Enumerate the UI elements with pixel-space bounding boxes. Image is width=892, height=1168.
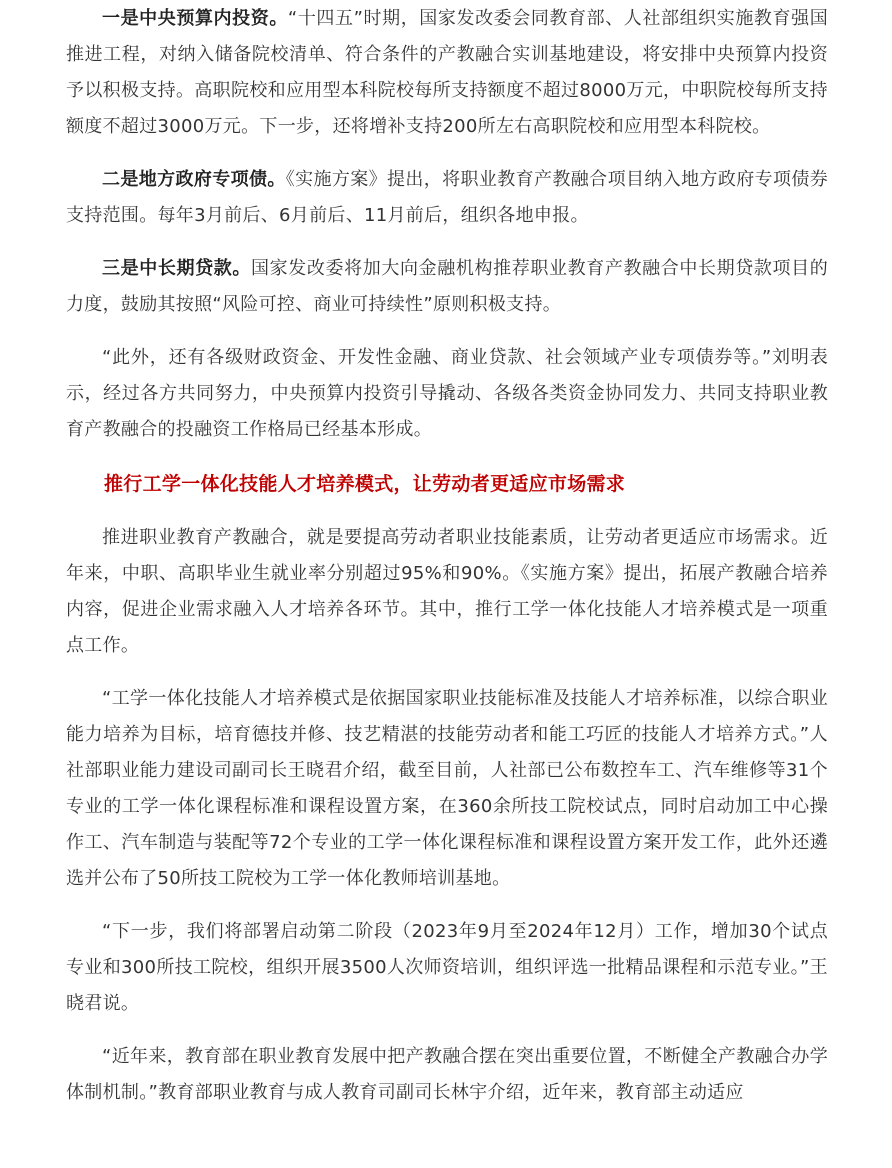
- paragraph-central-budget: [66, 1, 828, 145]
- article-body: [66, 1, 828, 1128]
- paragraph-other-funding: [66, 340, 828, 448]
- paragraph-text: “此外，还有各级财政资金、开发性金融、商业贷款、社会领域产业专项债券等。”刘明表示，经过各方共同努力，中央预算内投资引导撬动、各级各类资金协同发力、共同支持职业教育产教融合的投融资工作格局已经基本形成。: [66, 347, 828, 440]
- paragraph-text: 国家发改委将加大向金融机构推荐职业教育产教融合中长期贷款项目的力度，鼓励其按照“风险可控、商业可持续性”原则积极支持。: [66, 258, 829, 315]
- paragraph-text: “工学一体化技能人才培养模式是依据国家职业技能标准及技能人才培养标准，以综合职业能力培养为目标，培育德技并修、技艺精湛的技能劳动者和能工巧匠的技能人才培养方式。”人社部职业能力建设司副司长王晓君介绍，截至目前，人社部已公布数控车工、汽车维修等31个专业的工学一体化课程标准和课程设置方案，在360余所技工院校试点，同时启动加工中心操作工、汽车制造与装配等72个专业的工学一体化课程标准和课程设置方案开发工作，此外还遴选并公布了50所技工院校为工学一体化教师培训基地。: [66, 688, 828, 889]
- paragraph-local-bonds: [66, 162, 828, 234]
- paragraph-text: “十四五”时期，国家发改委会同教育部、人社部组织实施教育强国推进工程，对纳入储备院校清单、符合条件的产教融合实训基地建设，将安排中央预算内投资予以积极支持。高职院校和应用型本科院校每所支持额度不超过8000万元，中职院校每所支持额度不超过3000万元。下一步，还将增补支持200所左右高职院校和应用型本科院校。: [66, 8, 829, 137]
- paragraph-industry-education: [66, 520, 828, 664]
- paragraph-lead: 三是中长期贷款。: [102, 258, 251, 279]
- paragraph-long-term-loans: [66, 251, 828, 323]
- paragraph-text: 《实施方案》提出，将职业教育产教融合项目纳入地方政府专项债券支持范围。每年3月前后、6月前后、11月前后，组织各地申报。: [66, 169, 829, 226]
- paragraph-text: 推进职业教育产教融合，就是要提高劳动者职业技能素质，让劳动者更适应市场需求。近年来，中职、高职毕业生就业率分别超过95%和90%。《实施方案》提出，拓展产教融合培养内容，促进企业需求融入人才培养各环节。其中，推行工学一体化技能人才培养模式是一项重点工作。: [66, 527, 828, 656]
- paragraph-text: “近年来，教育部在职业教育发展中把产教融合摆在突出重要位置，不断健全产教融合办学体制机制。”教育部职业教育与成人教育司副司长林宇介绍，近年来，教育部主动适应: [66, 1046, 828, 1103]
- paragraph-lead: 二是地方政府专项债。: [102, 169, 286, 190]
- paragraph-next-steps: [66, 914, 828, 1022]
- paragraph-ministry-of-education: [66, 1039, 828, 1111]
- paragraph-lead: 一是中央预算内投资。: [102, 8, 288, 29]
- paragraph-training-model: [66, 681, 828, 897]
- section-heading: 推行工学一体化技能人才培养模式，让劳动者更适应市场需求: [104, 473, 626, 495]
- paragraph-text: “下一步，我们将部署启动第二阶段（2023年9月至2024年12月）工作，增加30个试点专业和300所技工院校，组织开展3500人次师资培训，组织评选一批精品课程和示范专业。”王晓君说。: [66, 921, 828, 1014]
